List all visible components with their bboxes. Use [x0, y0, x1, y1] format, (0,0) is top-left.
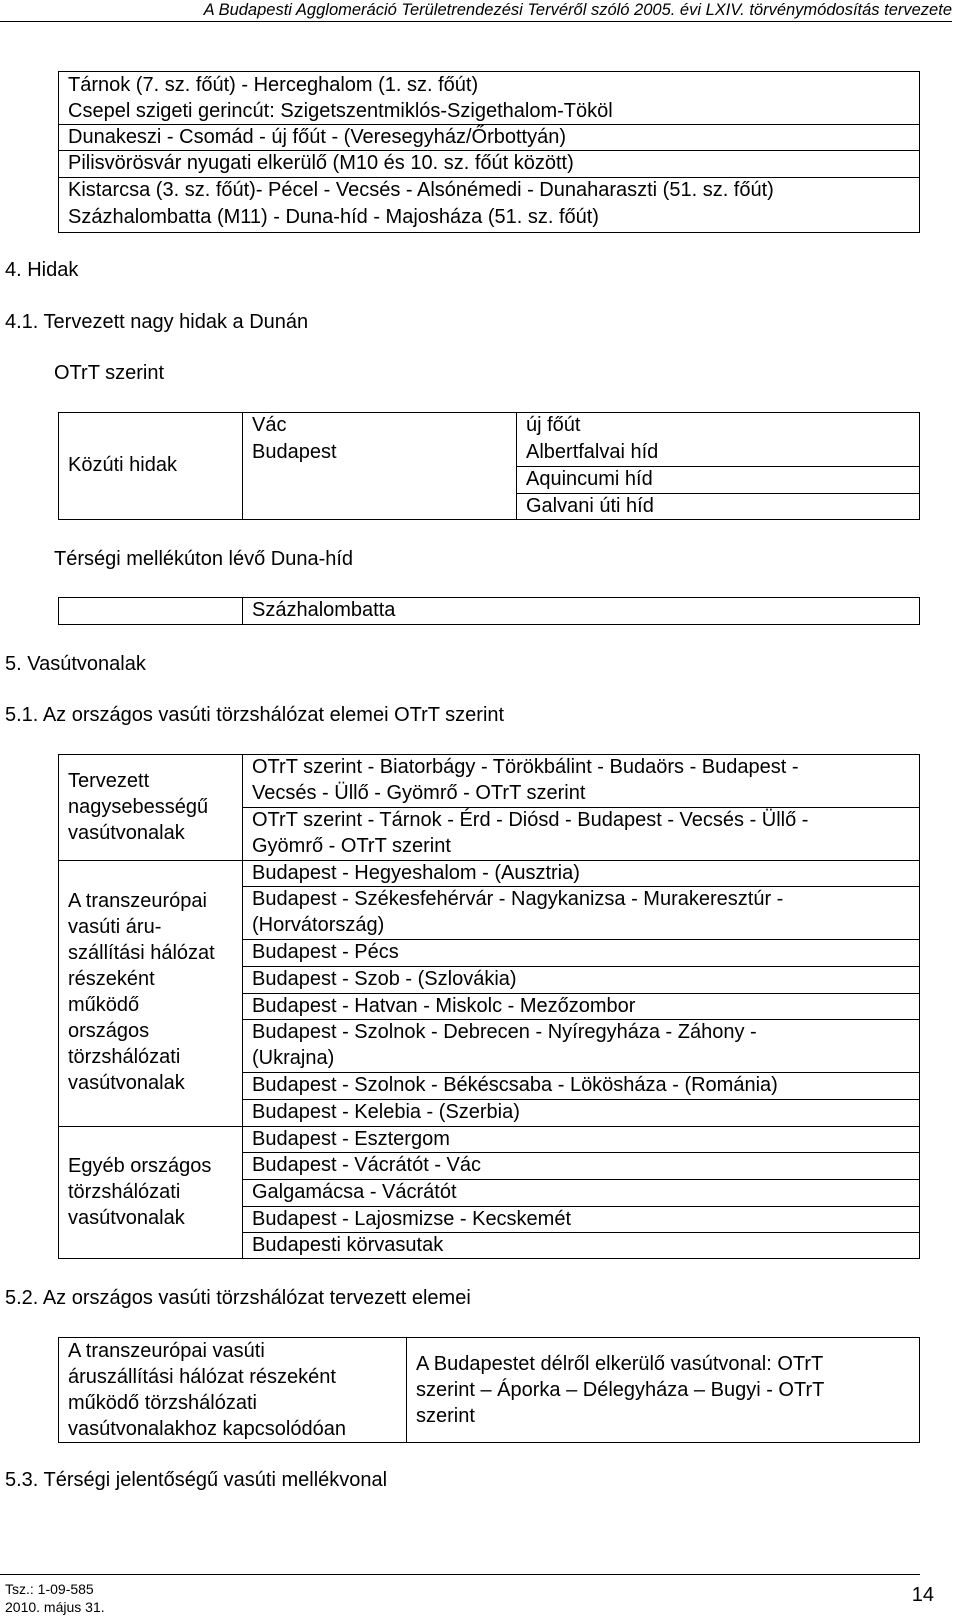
- rail-table-col-divider: [242, 754, 243, 1259]
- rail-line: Budapest - Hegyeshalom - (Ausztria): [252, 862, 580, 884]
- footer-tsz: Tsz.: 1-09-585: [5, 1581, 94, 1597]
- planned-rail-category: működő törzshálózati: [68, 1392, 257, 1414]
- planned-rail-category: vasútvonalakhoz kapcsolódóan: [68, 1418, 346, 1440]
- rail-line: Budapest - Kelebia - (Szerbia): [252, 1101, 520, 1123]
- rail-category-label: vasútvonalak: [68, 1207, 185, 1229]
- rail-category-label: A transzeurópai: [68, 890, 207, 912]
- footer-date: 2010. május 31.: [5, 1599, 105, 1615]
- document-header: A Budapesti Agglomeráció Területrendezési Tervéről szóló 2005. évi LXIV. törvénymódosítás tervezete: [0, 0, 952, 22]
- rail-category-label: országos: [68, 1020, 150, 1042]
- rail-line: Budapesti körvasutak: [252, 1234, 444, 1256]
- rail-category-label: vasútvonalak: [68, 822, 185, 844]
- roads-table-row: Kistarcsa (3. sz. főút)- Pécel - Vecsés - Alsónémedi - Dunaharaszti (51. sz. főút): [68, 179, 774, 201]
- subsection-heading-planned-rail: 5.2. Az országos vasúti törzshálózat tervezett elemei: [5, 1287, 471, 1309]
- subsection-heading-rail-elements: 5.1. Az országos vasúti törzshálózat elemei OTrT szerint: [5, 704, 505, 726]
- rail-line: Galgamácsa - Vácrátót: [252, 1181, 457, 1203]
- subsection-heading-planned-bridges: 4.1. Tervezett nagy hidak a Dunán: [5, 311, 309, 333]
- bridge-name: Aquincumi híd: [526, 468, 653, 490]
- bridges-table-col-divider: [242, 412, 243, 520]
- otrt-label: OTrT szerint: [54, 362, 165, 384]
- rail-line: (Horvátország): [252, 914, 385, 936]
- roads-table-row: Csepel szigeti gerincút: Szigetszentmiklós-Szigethalom-Tököl: [68, 100, 613, 122]
- planned-rail-line: szerint – Áporka – Délegyháza – Bugyi - OTrT: [416, 1379, 825, 1401]
- rail-category-label: Tervezett: [68, 770, 150, 792]
- rail-line: Budapest - Szolnok - Debrecen - Nyíregyháza - Záhony -: [252, 1021, 757, 1043]
- page-number: 14: [911, 1584, 934, 1606]
- roads-table-row: Tárnok (7. sz. főút) - Herceghalom (1. sz. főút): [68, 74, 479, 96]
- rail-line: Budapest - Vácrátót - Vác: [252, 1154, 482, 1176]
- rail-line: Budapest - Szob - (Szlovákia): [252, 968, 517, 990]
- rail-category-label: működő: [68, 994, 140, 1016]
- rail-line: Budapest - Pécs: [252, 941, 399, 963]
- rail-category-label: vasútvonalak: [68, 1072, 185, 1094]
- bridge-name: Galvani úti híd: [526, 495, 654, 517]
- section-heading-railways: 5. Vasútvonalak: [5, 653, 146, 675]
- kozuti-hidak-label: Közúti hidak: [68, 454, 177, 476]
- planned-rail-col-divider: [406, 1337, 407, 1443]
- footer-rule: [0, 1574, 920, 1575]
- rail-category-label: nagysebességű: [68, 796, 209, 818]
- rail-category-label: törzshálózati: [68, 1181, 181, 1203]
- rail-table-category-divider: [58, 1126, 242, 1127]
- rail-line: Gyömrő - OTrT szerint: [252, 835, 451, 857]
- tersegi-bridge-col-divider: [242, 597, 243, 625]
- rail-line: Budapest - Szolnok - Békéscsaba - Lökösháza - (Románia): [252, 1074, 778, 1096]
- tersegi-bridge-city: Százhalombatta: [252, 599, 396, 621]
- tersegi-bridge-label: Térségi mellékúton lévő Duna-híd: [54, 548, 354, 570]
- rail-category-label: részeként: [68, 968, 155, 990]
- rail-line: OTrT szerint - Biatorbágy - Törökbálint - Budaörs - Budapest -: [252, 756, 799, 778]
- rail-line: Budapest - Esztergom: [252, 1128, 450, 1150]
- tersegi-bridge-table: [58, 597, 920, 625]
- planned-rail-category: áruszállítási hálózat részeként: [68, 1366, 336, 1388]
- bridge-city: Vác: [252, 414, 287, 436]
- roads-table-row: Pilisvörösvár nyugati elkerülő (M10 és 10. sz. főút között): [68, 152, 574, 174]
- rail-line: Budapest - Székesfehérvár - Nagykanizsa - Murakeresztúr -: [252, 888, 784, 910]
- roads-table-row: Százhalombatta (M11) - Duna-híd - Majosháza (51. sz. főút): [68, 206, 599, 228]
- planned-rail-line: szerint: [416, 1405, 475, 1427]
- section-heading-bridges: 4. Hidak: [5, 259, 79, 281]
- rail-line: (Ukrajna): [252, 1047, 335, 1069]
- rail-line: OTrT szerint - Tárnok - Érd - Diósd - Budapest - Vecsés - Üllő -: [252, 809, 809, 831]
- bridge-name: új főút: [526, 414, 581, 436]
- bridge-name: Albertfalvai híd: [526, 441, 659, 463]
- rail-category-label: törzshálózati: [68, 1046, 181, 1068]
- rail-line: Vecsés - Üllő - Gyömrő - OTrT szerint: [252, 782, 586, 804]
- rail-line: Budapest - Lajosmizse - Kecskemét: [252, 1208, 572, 1230]
- planned-rail-line: A Budapestet délről elkerülő vasútvonal: OTrT: [416, 1353, 824, 1375]
- subsection-heading-regional-rail: 5.3. Térségi jelentőségű vasúti mellékvonal: [5, 1469, 388, 1491]
- rail-line: Budapest - Hatvan - Miskolc - Mezőzombor: [252, 995, 636, 1017]
- roads-table-row: Dunakeszi - Csomád - új főút - (Veresegyház/Őrbottyán): [68, 126, 566, 148]
- rail-category-label: vasúti áru-: [68, 916, 162, 938]
- planned-rail-category: A transzeurópai vasúti: [68, 1340, 265, 1362]
- rail-category-label: szállítási hálózat: [68, 942, 215, 964]
- rail-table-category-divider: [58, 860, 242, 861]
- bridge-city: Budapest: [252, 441, 337, 463]
- rail-category-label: Egyéb országos: [68, 1155, 212, 1177]
